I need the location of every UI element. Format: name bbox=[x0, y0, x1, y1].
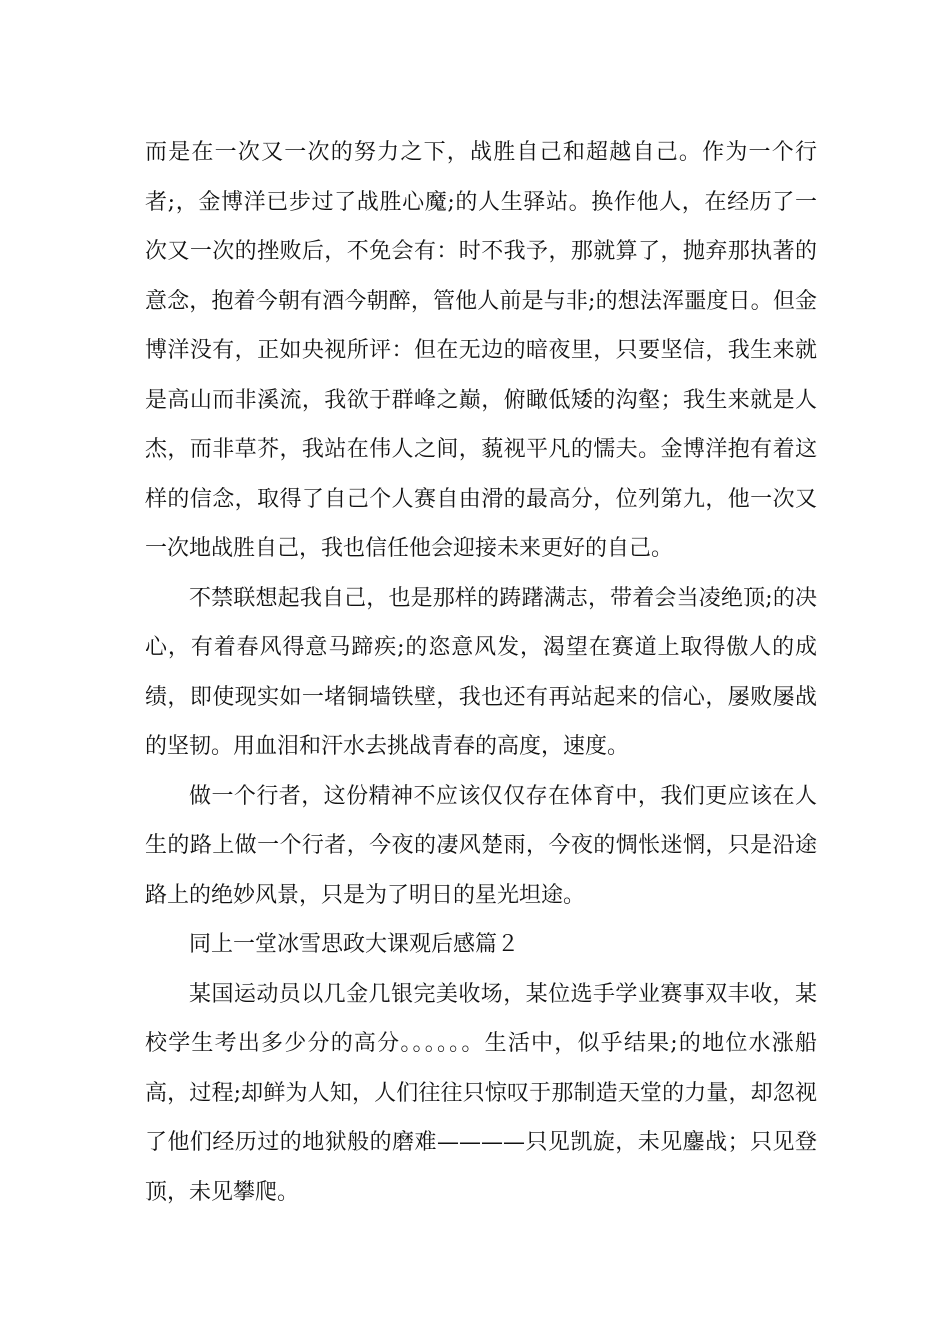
paragraph: 不禁联想起我自己，也是那样的踌躇满志，带着会当凌绝顶;的决心，有着春风得意马蹄疾;的恣意风发，渴望在赛道上取得傲人的成绩，即使现实如一堵铜墙铁壁，我也还有再站起来的信心，屡败屡战的坚韧。用血泪和汗水去挑战青春的高度，速度。 bbox=[145, 585, 817, 759]
document-body bbox=[145, 128, 817, 1217]
section-heading: 同上一堂冰雪思政大课观后感篇２ bbox=[189, 932, 520, 957]
paragraph-continued: 而是在一次又一次的努力之下，战胜自己和超越自己。作为一个行者;，金博洋已步过了战胜心魔;的人生驿站。换作他人，在经历了一次又一次的挫败后，不免会有：时不我予，那就算了，抛弃那执著的意念，抱着今朝有酒今朝醉，管他人前是与非;的想法浑噩度日。但金博洋没有，正如央视所评：但在无边的暗夜里，只要坚信，我生来就是高山而非溪流，我欲于群峰之巅，俯瞰低矮的沟壑；我生来就是人杰，而非草芥，我站在伟人之间，藐视平凡的懦夫。金博洋抱有着这样的信念，取得了自己个人赛自由滑的最高分，位列第九，他一次又一次地战胜自己，我也信任他会迎接未来更好的自己。 bbox=[145, 140, 817, 561]
paragraph: 某国运动员以几金几银完美收场，某位选手学业赛事双丰收，某校学生考出多少分的高分。。。。。。生活中，似乎结果;的地位水涨船高，过程;却鲜为人知，人们往往只惊叹于那制造天堂的力量，却忽视了他们经历过的地狱般的磨难————只见凯旋，未见鏖战；只见登顶，未见攀爬。 bbox=[145, 981, 817, 1205]
paragraph: 做一个行者，这份精神不应该仅仅存在体育中，我们更应该在人生的路上做一个行者，今夜的凄风楚雨，今夜的惆怅迷惘，只是沿途路上的绝妙风景，只是为了明日的星光坦途。 bbox=[145, 783, 817, 908]
